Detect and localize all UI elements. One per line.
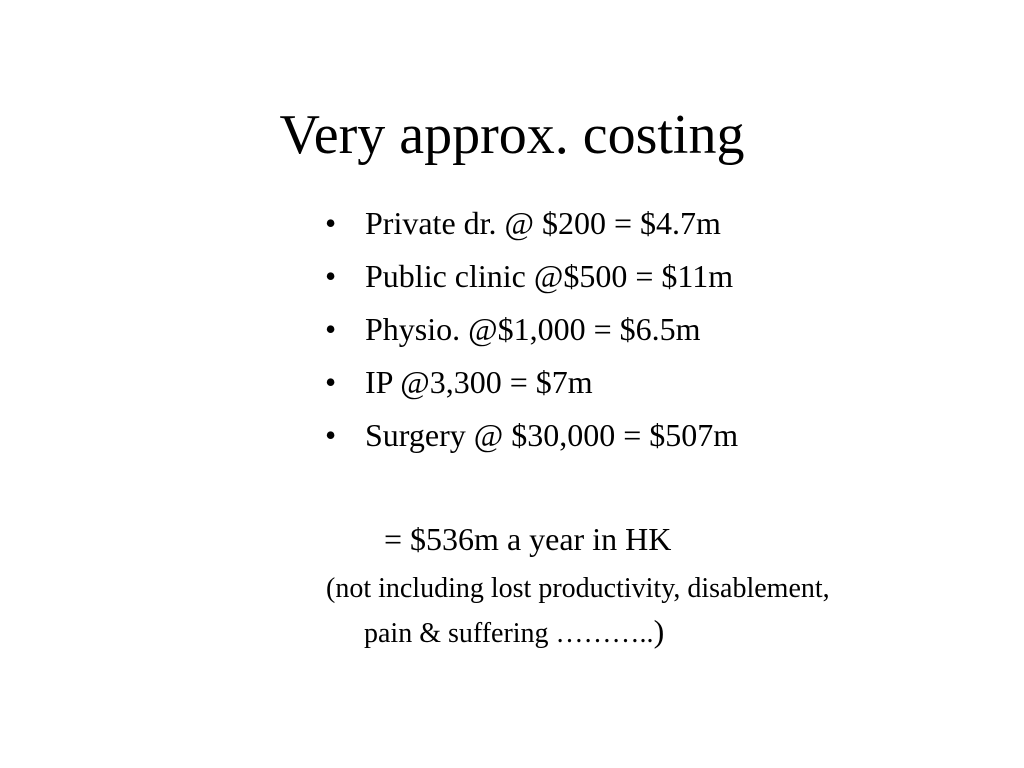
total-line: = $536m a year in HK: [384, 521, 672, 557]
bullet-icon: •: [325, 364, 337, 400]
bullet-icon: •: [325, 311, 337, 347]
bullet-list: [325, 197, 738, 462]
bullet-icon: •: [325, 258, 337, 294]
bullet-item: [325, 356, 738, 409]
footnote-line-2: [326, 610, 976, 655]
bullet-text: IP @3,300 = $7m: [365, 364, 593, 400]
footnote-line-1: (not including lost productivity, disablement,: [326, 573, 830, 604]
bullet-item: [325, 409, 738, 462]
bullet-text: Private dr. @ $200 = $4.7m: [365, 205, 721, 241]
footnote-line-2-text: pain & suffering ………..: [364, 618, 654, 649]
bullet-icon: •: [325, 417, 337, 453]
bullet-item: [325, 197, 738, 250]
footnote-closing-paren: ): [653, 613, 665, 649]
bullet-text: Public clinic @$500 = $11m: [365, 258, 734, 294]
bullet-icon: •: [325, 205, 337, 241]
bullet-item: [325, 250, 738, 303]
bullet-text: Physio. @$1,000 = $6.5m: [365, 311, 701, 347]
footnote: [326, 568, 976, 655]
bullet-item: [325, 303, 738, 356]
slide-title: Very approx. costing: [279, 104, 745, 166]
bullet-text: Surgery @ $30,000 = $507m: [365, 417, 739, 453]
